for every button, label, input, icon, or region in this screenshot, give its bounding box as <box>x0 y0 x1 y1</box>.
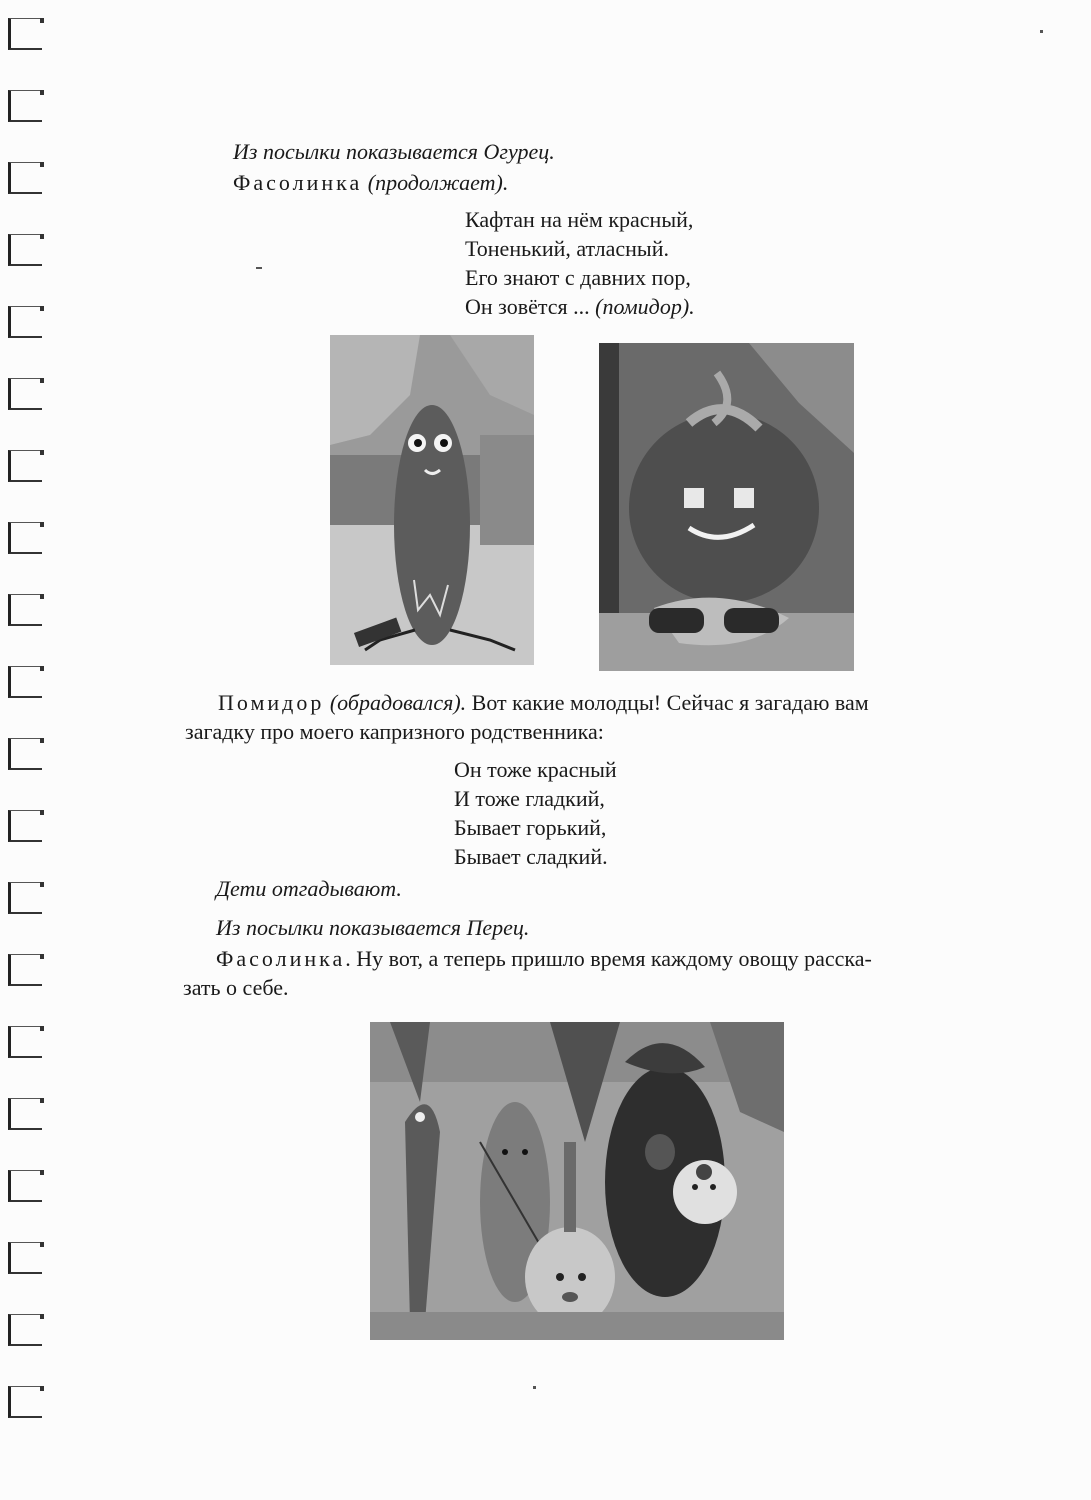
binding-hole <box>8 882 42 914</box>
binding-hole <box>8 666 42 698</box>
binding-hole <box>8 738 42 770</box>
paragraph-continuation: загадку про моего капризного родственника: <box>185 719 604 744</box>
verse-line: Бывает сладкий. <box>454 844 608 869</box>
binding-hole <box>8 234 42 266</box>
binding-hole <box>8 594 42 626</box>
verse-line: Он тоже красный <box>454 757 617 782</box>
verse-riddle-2 <box>454 755 617 871</box>
scan-speck <box>1040 30 1043 33</box>
verse-line: Тоненький, атласный. <box>465 236 669 261</box>
speaker-paragraph <box>183 944 998 1002</box>
stage-direction: Из посылки показывается Огурец. <box>233 139 555 164</box>
binding-hole <box>8 810 42 842</box>
binding-hole <box>8 1098 42 1130</box>
binding-hole <box>8 90 42 122</box>
binding-hole <box>8 954 42 986</box>
scan-speck <box>256 267 262 269</box>
verse-line: Бывает горький, <box>454 815 607 840</box>
binding-hole <box>8 18 42 50</box>
stage-note: (продолжает). <box>367 170 509 195</box>
binding-hole <box>8 1386 42 1418</box>
verse-line: Его знают с давних пор, <box>465 265 691 290</box>
paragraph-text: Вот какие молодцы! Сейчас я загадаю вам <box>466 690 869 715</box>
binding-hole <box>8 378 42 410</box>
paragraph-first-line <box>183 944 998 973</box>
photo-cucumber-puppet <box>330 335 534 665</box>
stage-direction: Дети отгадывают. <box>216 876 402 901</box>
verse-line: Кафтан на нём красный, <box>465 207 694 232</box>
riddle-answer: (помидор). <box>595 294 695 319</box>
photo-tomato-puppet <box>599 343 854 671</box>
binding-hole <box>8 306 42 338</box>
binding-hole <box>8 1242 42 1274</box>
speaker-name: Фасолинка <box>233 170 363 195</box>
verse-line: И тоже гладкий, <box>454 786 605 811</box>
binding-hole <box>8 450 42 482</box>
photo-vegetables-group <box>370 1022 784 1340</box>
stage-note: (обрадовался). <box>329 690 467 715</box>
binding-hole <box>8 162 42 194</box>
paragraph-first-line <box>185 688 995 717</box>
verse-prefix: Он зовётся ... <box>465 294 596 319</box>
speaker-name: Помидор <box>218 690 325 715</box>
scan-speck <box>533 1386 536 1389</box>
speaker-paragraph <box>185 688 995 746</box>
stage-direction: Из посылки показывается Перец. <box>216 915 530 940</box>
verse-riddle-1 <box>465 205 695 321</box>
speaker-line <box>233 168 508 197</box>
verse-line <box>465 292 695 321</box>
paragraph-text: . Ну вот, а теперь пришло время каждому овощу расска- <box>345 946 872 971</box>
binding-hole <box>8 522 42 554</box>
paragraph-continuation: зать о себе. <box>183 975 289 1000</box>
speaker-name: Фасолинка <box>216 946 346 971</box>
binding-hole <box>8 1170 42 1202</box>
binding-hole <box>8 1026 42 1058</box>
binding-hole <box>8 1314 42 1346</box>
